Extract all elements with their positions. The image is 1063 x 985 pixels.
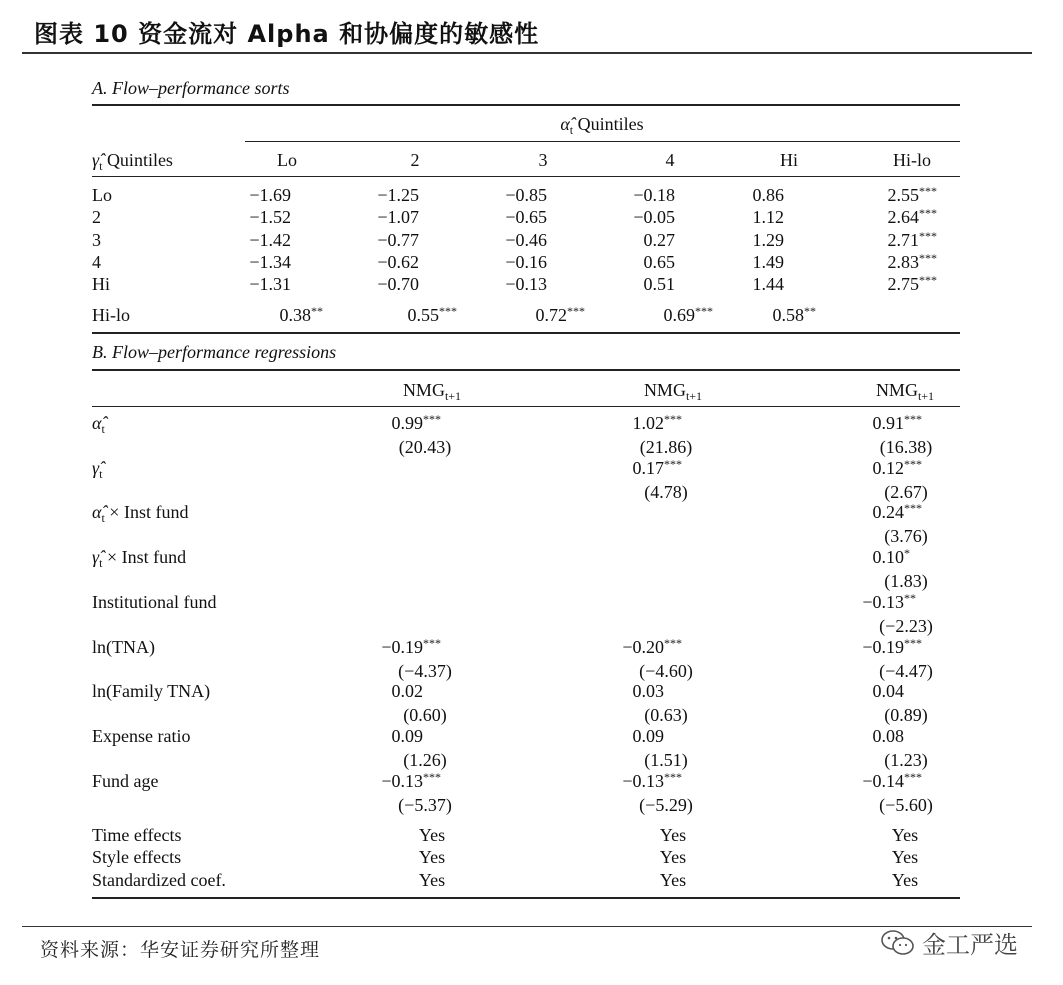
cell-value [633, 207, 697, 227]
regressor-name: ln(TNA) [92, 637, 155, 657]
number: 0.72 [535, 305, 567, 325]
number: 0.27 [643, 230, 675, 250]
number: 1.02 [632, 413, 664, 433]
wechat-icon [880, 928, 916, 958]
regressor-suffix: × Inst fund [104, 502, 189, 522]
t-statistic: (−4.47) [879, 661, 933, 681]
coefficient: −0.13*** [622, 770, 682, 791]
t-statistic: (−5.60) [879, 795, 933, 815]
cell-value [505, 252, 569, 272]
t-statistic: (2.67) [884, 482, 928, 502]
regressor-label [92, 771, 159, 791]
regressor-label [92, 547, 187, 570]
nmg-column-header [643, 380, 703, 403]
effect-value: Yes [891, 847, 919, 867]
number: 0.04 [872, 681, 904, 701]
number: −0.14 [862, 771, 904, 791]
cell-value [377, 185, 441, 205]
panel-a-title: A. Flow–performance sorts [92, 78, 290, 98]
number: 1.44 [752, 274, 784, 294]
effect-value: Yes [418, 825, 446, 845]
effect-value: Yes [418, 870, 446, 890]
t-statistic: (1.51) [644, 750, 688, 770]
coefficient [633, 681, 687, 701]
cell-value: 2.75*** [887, 273, 937, 294]
cell-value [377, 230, 441, 250]
hilo-cell: 0.72*** [535, 304, 585, 325]
number: 0.24 [872, 502, 904, 522]
number: 1.29 [752, 230, 784, 250]
number: −1.31 [249, 274, 291, 294]
regressor-symbol: γ̂ [92, 547, 100, 567]
coefficient: 1.02*** [632, 412, 682, 433]
coefficient: −0.13** [862, 591, 916, 612]
number: −1.42 [249, 230, 291, 250]
t-statistic: (20.43) [398, 437, 452, 457]
panel-b-top-rule [92, 369, 960, 371]
nmg-column-header [875, 380, 935, 403]
regressor-name: Fund age [92, 771, 159, 791]
cell-value [249, 252, 313, 272]
regressor-suffix: × Inst fund [102, 547, 187, 567]
cell-value [249, 274, 313, 294]
row-header-label: Quintiles [102, 150, 173, 170]
panel-b-bottom-rule [92, 897, 960, 899]
number: −1.69 [249, 185, 291, 205]
number: 0.91 [872, 413, 904, 433]
effect-label: Style effects [92, 847, 182, 867]
effect-value: Yes [659, 847, 687, 867]
cell-value [505, 207, 569, 227]
t-statistic: (16.38) [879, 437, 933, 457]
effect-value: Yes [891, 870, 919, 890]
cell-value [249, 230, 313, 250]
number: 0.09 [632, 726, 664, 746]
regressor-subscript: t [101, 422, 105, 436]
nmg-subscript: t+1 [685, 389, 703, 403]
number: 2.83 [887, 252, 919, 272]
column-header: Lo [277, 150, 297, 170]
number: −0.16 [505, 252, 547, 272]
nmg-label: NMG [402, 380, 445, 400]
number: 0.51 [643, 274, 675, 294]
number: 1.49 [752, 252, 784, 272]
t-statistic: (−4.37) [398, 661, 452, 681]
coefficient: −0.14*** [862, 770, 922, 791]
column-header: 2 [410, 150, 420, 170]
coefficient: 0.99*** [391, 412, 441, 433]
number: 0.86 [752, 185, 784, 205]
nmg-label: NMG [875, 380, 918, 400]
coefficient [873, 681, 927, 701]
number: 2.71 [887, 230, 919, 250]
number: −0.85 [505, 185, 547, 205]
number: 1.12 [752, 207, 784, 227]
number: 0.02 [391, 681, 423, 701]
number: 0.17 [632, 458, 664, 478]
number: 2.64 [887, 207, 919, 227]
cell-value [753, 185, 807, 205]
alpha-quintiles-header [560, 114, 644, 137]
regressor-symbol: α̂ [92, 413, 102, 433]
regressor-subscript: t [99, 556, 103, 570]
regressor-name: Expense ratio [92, 726, 191, 746]
number: −0.77 [377, 230, 419, 250]
hilo-cell: 0.55*** [407, 304, 457, 325]
coefficient [392, 726, 446, 746]
number: −0.18 [633, 185, 675, 205]
watermark-text: 金工严选 [922, 931, 1018, 959]
cell-value [377, 274, 441, 294]
cell-value [753, 207, 807, 227]
row-label: 4 [92, 252, 101, 272]
cell-value: 2.64*** [887, 206, 937, 227]
t-statistic: (1.26) [403, 750, 447, 770]
number: −0.13 [622, 771, 664, 791]
regressor-label [92, 592, 217, 612]
cell-value [644, 252, 698, 272]
panel-a-top-rule [92, 104, 960, 106]
number: 0.58 [772, 305, 804, 325]
coefficient: −0.20*** [622, 636, 682, 657]
coefficient [392, 681, 446, 701]
regressor-symbol: γ̂ [92, 458, 100, 478]
header-rule [92, 176, 960, 177]
regressor-name: ln(Family TNA) [92, 681, 211, 701]
coefficient: 0.91*** [872, 412, 922, 433]
t-statistic: (0.63) [644, 705, 688, 725]
cell-value: 2.71*** [887, 229, 937, 250]
hilo-cell: 0.38** [279, 304, 323, 325]
cell-value: 2.55*** [887, 184, 937, 205]
cell-value [753, 252, 807, 272]
coefficient: −0.13*** [381, 770, 441, 791]
regressor-symbol: α̂ [92, 502, 102, 522]
number: −0.62 [377, 252, 419, 272]
coefficient: 0.10* [872, 546, 910, 567]
cell-value [377, 252, 441, 272]
regressor-label [92, 502, 189, 525]
column-header: 4 [665, 150, 675, 170]
coefficient: 0.17*** [632, 457, 682, 478]
t-statistic: (3.76) [884, 526, 928, 546]
row-label: 2 [92, 207, 101, 227]
coefficient: −0.19*** [862, 636, 922, 657]
number: 0.38 [279, 305, 311, 325]
number: −0.65 [505, 207, 547, 227]
regressor-label [92, 681, 210, 701]
number: −1.25 [377, 185, 419, 205]
t-statistic: (−5.37) [398, 795, 452, 815]
nmg-subscript: t+1 [917, 389, 935, 403]
t-statistic: (0.60) [403, 705, 447, 725]
number: −1.34 [249, 252, 291, 272]
effect-value: Yes [659, 825, 687, 845]
t-statistic: (−2.23) [879, 616, 933, 636]
panel-b-title: B. Flow–performance regressions [92, 342, 337, 362]
cell-value [753, 274, 807, 294]
effect-label: Standardized coef. [92, 870, 226, 890]
panel-a-bottom-rule [92, 332, 960, 334]
regressor-name: Institutional fund [92, 592, 217, 612]
source-note: 资料来源：华安证券研究所整理 [40, 939, 321, 961]
hilo-cell: 0.69*** [663, 304, 713, 325]
alpha-subscript: t [569, 123, 574, 137]
row-label: Lo [92, 185, 112, 205]
coefficient: 0.24*** [872, 501, 922, 522]
cell-value [249, 207, 313, 227]
row-label: Hi [92, 274, 110, 294]
cell-value [505, 274, 569, 294]
cell-value: 2.83*** [887, 251, 937, 272]
hilo-cell: 0.58** [772, 304, 816, 325]
regressor-label [92, 637, 155, 657]
number: 0.09 [391, 726, 423, 746]
number: −0.13 [862, 592, 904, 612]
row-label: 3 [92, 230, 101, 250]
t-statistic: (1.23) [884, 750, 928, 770]
regressor-label [92, 726, 190, 746]
coefficient: −0.19*** [381, 636, 441, 657]
regressor-label [92, 413, 105, 436]
cell-value [753, 230, 807, 250]
number: −1.52 [249, 207, 291, 227]
cell-value [644, 274, 698, 294]
number: 0.55 [407, 305, 439, 325]
effect-value: Yes [891, 825, 919, 845]
cell-value [644, 230, 698, 250]
t-statistic: (21.86) [639, 437, 693, 457]
number: −0.19 [862, 637, 904, 657]
number: 0.03 [632, 681, 664, 701]
nmg-label: NMG [643, 380, 686, 400]
t-statistic: (−4.60) [639, 661, 693, 681]
number: −0.13 [505, 274, 547, 294]
watermark [880, 925, 1018, 960]
number: −0.19 [381, 637, 423, 657]
number: 0.99 [391, 413, 423, 433]
number: −0.05 [633, 207, 675, 227]
number: −0.70 [377, 274, 419, 294]
number: −0.20 [622, 637, 664, 657]
t-statistic: (−5.29) [639, 795, 693, 815]
number: 2.75 [887, 274, 919, 294]
t-statistic: (4.78) [644, 482, 688, 502]
number: −1.07 [377, 207, 419, 227]
cell-value [505, 185, 569, 205]
column-header: Hi-lo [893, 150, 931, 170]
column-header: Hi [780, 150, 798, 170]
number: 0.65 [643, 252, 675, 272]
regressor-subscript: t [99, 467, 103, 481]
effect-value: Yes [659, 870, 687, 890]
number: 0.10 [872, 547, 904, 567]
t-statistic: (1.83) [884, 571, 928, 591]
title-rule [22, 52, 1032, 54]
panel-b-header-rule [92, 406, 960, 407]
number: −0.46 [505, 230, 547, 250]
coefficient [633, 726, 687, 746]
gamma-hat-symbol: γ̂ [92, 150, 100, 170]
group-header-label: Quintiles [573, 114, 644, 134]
cell-value [249, 185, 313, 205]
gamma-subscript: t [99, 159, 103, 173]
alpha-hat-symbol: α̂ [560, 114, 570, 134]
nmg-column-header [402, 380, 462, 403]
column-header: 3 [538, 150, 548, 170]
cell-value [377, 207, 441, 227]
regressor-label [92, 458, 103, 481]
cell-value [633, 185, 697, 205]
cell-value [505, 230, 569, 250]
hilo-row-label: Hi-lo [92, 305, 130, 325]
number: 0.69 [663, 305, 695, 325]
coefficient: 0.12*** [872, 457, 922, 478]
group-header-rule [245, 141, 960, 142]
nmg-subscript: t+1 [444, 389, 462, 403]
effect-label: Time effects [92, 825, 182, 845]
t-statistic: (0.89) [884, 705, 928, 725]
number: 0.08 [872, 726, 904, 746]
figure-title: 图表 10 资金流对 Alpha 和协偏度的敏感性 [34, 20, 540, 48]
number: 0.12 [872, 458, 904, 478]
effect-value: Yes [418, 847, 446, 867]
number: 2.55 [887, 185, 919, 205]
regressor-subscript: t [101, 511, 105, 525]
number: −0.13 [381, 771, 423, 791]
coefficient [873, 726, 927, 746]
gamma-quintiles-header [92, 150, 173, 173]
